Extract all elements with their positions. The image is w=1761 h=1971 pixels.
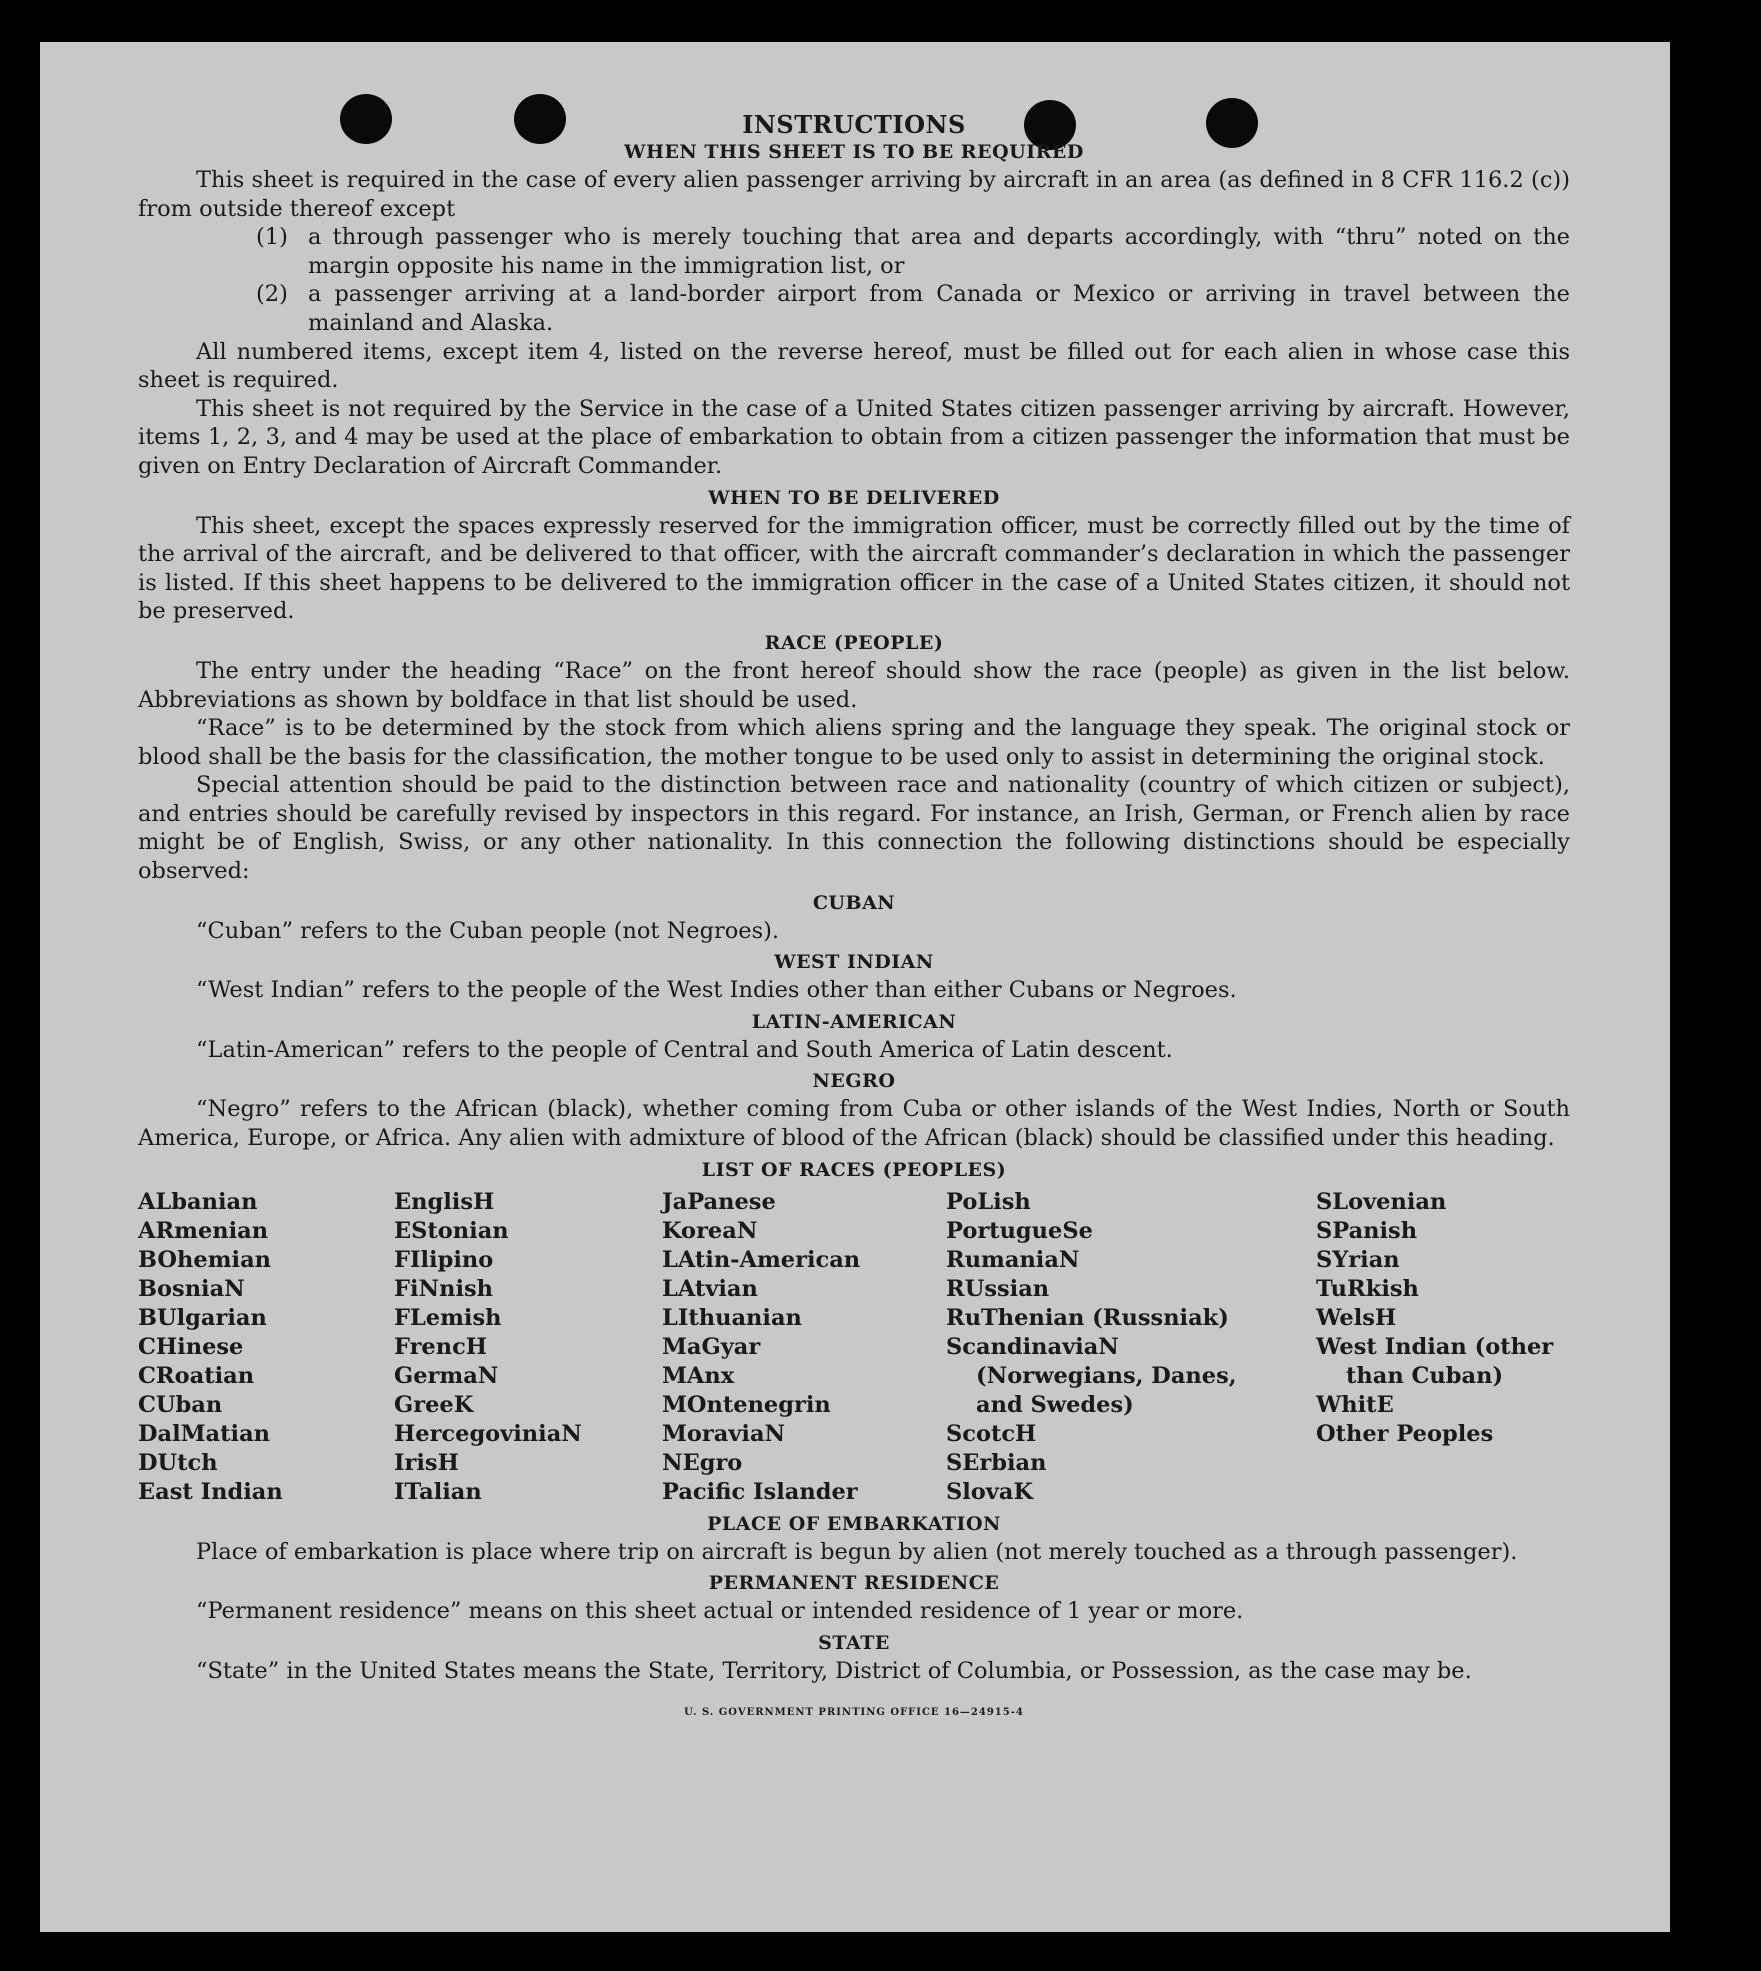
definition-negro: “Negro” refers to the African (black), whether coming from Cuba or other islands of the West Indies, North or South America, Europe, or Africa. Any alien with admixture of blood of the African (black) should be classified under this heading.	[138, 1096, 1570, 1152]
race-list-item: WelsH	[1316, 1304, 1397, 1331]
races-list	[138, 1188, 1570, 1507]
section-heading-residence: PERMANENT RESIDENCE	[708, 1572, 1000, 1595]
section-heading-embarkation: PLACE OF EMBARKATION	[707, 1512, 1001, 1535]
race-list-item: CHinese	[138, 1333, 244, 1360]
printer-imprint: U. S. GOVERNMENT PRINTING OFFICE 16—24915-4	[684, 1707, 1024, 1719]
required-intro: This sheet is required in the case of every alien passenger arriving by aircraft in an area (as defined in 8 CFR 116.2 (c)) from outside thereof except	[138, 167, 1570, 222]
race-list-item: ALbanian	[138, 1188, 258, 1215]
delivered-paragraph: This sheet, except the spaces expressly reserved for the immigration officer, must be correctly filled out by the time of the arrival of the aircraft, and be delivered to that officer, with the aircraft commander’s declaration in which the passenger is listed. If this sheet happens to be delivered to the immigration officer in the case of a United States citizen, it should not be preserved.	[138, 512, 1570, 625]
numbered-items-paragraph: All numbered items, except item 4, listed on the reverse hereof, must be filled out for each alien in whose case this sheet is required.	[138, 338, 1570, 394]
race-list-item: PoLish	[946, 1188, 1031, 1215]
citizen-note-paragraph: This sheet is not required by the Service in the case of a United States citizen passenger arriving by aircraft. However, items 1, 2, 3, and 4 may be used at the place of embarkation to obtain from a citizen passenger the information that must be given on Entry Declaration of Aircraft Commander.	[138, 395, 1570, 479]
definition-heading-latin-american: LATIN-AMERICAN	[751, 1010, 957, 1033]
race-list-item: EnglisH	[394, 1188, 495, 1215]
race-list-item: EStonian	[394, 1217, 509, 1244]
race-list-item: LAtvian	[662, 1275, 758, 1302]
document-sheet	[40, 42, 1670, 1932]
instructions-content	[138, 108, 1570, 1728]
race-list-item: SLovenian	[1316, 1188, 1447, 1215]
race-list-item: BUlgarian	[138, 1304, 267, 1331]
race-list-item: PortugueSe	[946, 1217, 1093, 1244]
race-list-item: ITalian	[394, 1478, 482, 1505]
definition-cuban: “Cuban” refers to the Cuban people (not Negroes).	[196, 917, 780, 944]
race-list-item: NEgro	[662, 1449, 743, 1476]
embarkation-paragraph: Place of embarkation is place where trip on aircraft is begun by alien (not merely touched as a through passenger).	[196, 1538, 1518, 1565]
race-list-item: Pacific Islander	[662, 1478, 858, 1505]
race-list-item: CUban	[138, 1391, 223, 1418]
races-column	[662, 1188, 946, 1507]
race-list-item: FIlipino	[394, 1246, 494, 1273]
race-paragraph-1: The entry under the heading “Race” on the front hereof should show the race (people) as given in the list below. Abbreviations as shown by boldface in that list should be used.	[138, 657, 1570, 713]
race-list-item: LIthuanian	[662, 1304, 802, 1331]
race-list-item: DalMatian	[138, 1420, 271, 1447]
exception-item: (1) a through passenger who is merely touching that area and departs accordingly, with “thru” noted on the margin opposite his name in the immigration list, or	[256, 224, 1570, 279]
race-list-item: JaPanese	[662, 1188, 776, 1215]
race-list-item: HercegoviniaN	[394, 1420, 582, 1447]
residence-paragraph: “Permanent residence” means on this sheet actual or intended residence of 1 year or more.	[196, 1598, 1244, 1625]
page-title: INSTRUCTIONS	[742, 110, 966, 139]
race-list-item: RuThenian (Russniak)	[946, 1304, 1229, 1331]
race-list-item: SYrian	[1316, 1246, 1400, 1273]
races-column	[946, 1188, 1316, 1507]
race-list-item: West Indian (other than Cuban)	[1316, 1333, 1554, 1389]
race-list-item: FrencH	[394, 1333, 488, 1360]
race-list-item: RUssian	[946, 1275, 1050, 1302]
race-paragraph-3: Special attention should be paid to the distinction between race and nationality (country of which citizen or subject), and entries should be carefully revised by inspectors in this regard. For instance, an Irish, German, or French alien by race might be of English, Swiss, or any other nationality. In this connection the following distinctions should be especially observed:	[138, 772, 1570, 885]
section-heading-race: RACE (PEOPLE)	[764, 631, 944, 654]
race-list-item: GreeK	[394, 1391, 474, 1418]
race-list-item: MaGyar	[662, 1333, 761, 1360]
race-list-item: WhitE	[1316, 1391, 1394, 1418]
race-list-item: KoreaN	[662, 1217, 758, 1244]
definition-heading-negro: NEGRO	[812, 1070, 896, 1093]
definition-heading-cuban: CUBAN	[812, 891, 896, 914]
race-list-item: LAtin-American	[662, 1246, 861, 1273]
race-list-item: DUtch	[138, 1449, 218, 1476]
race-list-item: FLemish	[394, 1304, 502, 1331]
races-column	[1316, 1188, 1570, 1507]
race-list-item: CRoatian	[138, 1362, 255, 1389]
races-column	[394, 1188, 662, 1507]
exception-item: (2) a passenger arriving at a land-border airport from Canada or Mexico or arriving in travel between the mainland and Alaska.	[256, 281, 1570, 336]
race-list-item: RumaniaN	[946, 1246, 1080, 1273]
race-list-item: ARmenian	[138, 1217, 269, 1244]
race-list-item: SErbian	[946, 1449, 1047, 1476]
state-paragraph: “State” in the United States means the State, Territory, District of Columbia, or Possession, as the case may be.	[196, 1657, 1472, 1684]
race-list-item: ScotcH	[946, 1420, 1037, 1447]
definition-heading-west-indian: WEST INDIAN	[774, 951, 934, 974]
race-list-item: SlovaK	[946, 1478, 1034, 1505]
race-list-item: SPanish	[1316, 1217, 1418, 1244]
race-list-item: ScandinaviaN (Norwegians, Danes, and Swedes)	[946, 1333, 1237, 1418]
definition-west-indian: “West Indian” refers to the people of the West Indies other than either Cubans or Negroes.	[196, 977, 1237, 1004]
race-list-item: TuRkish	[1316, 1275, 1419, 1302]
race-list-item: GermaN	[394, 1362, 499, 1389]
races-list-heading: LIST OF RACES (PEOPLES)	[701, 1158, 1007, 1181]
race-list-item: FiNnish	[394, 1275, 494, 1302]
races-column	[138, 1188, 394, 1507]
section-heading-state: STATE	[818, 1631, 890, 1654]
race-list-item: BosniaN	[138, 1275, 245, 1302]
race-list-item: Other Peoples	[1316, 1420, 1494, 1447]
race-list-item: BOhemian	[138, 1246, 272, 1273]
race-list-item: MOntenegrin	[662, 1391, 831, 1418]
section-heading-required: WHEN THIS SHEET IS TO BE REQUIRED	[624, 141, 1084, 163]
race-list-item: IrisH	[394, 1449, 459, 1476]
race-list-item: MoraviaN	[662, 1420, 786, 1447]
definition-latin-american: “Latin-American” refers to the people of Central and South America of Latin descent.	[196, 1036, 1173, 1063]
race-list-item: MAnx	[662, 1362, 735, 1389]
race-paragraph-2: “Race” is to be determined by the stock from which aliens spring and the language they speak. The original stock or blood shall be the basis for the classification, the mother tongue to be used only to assist in determining the original stock.	[138, 715, 1570, 770]
race-list-item: East Indian	[138, 1478, 283, 1505]
section-heading-delivered: WHEN TO BE DELIVERED	[708, 486, 1000, 509]
